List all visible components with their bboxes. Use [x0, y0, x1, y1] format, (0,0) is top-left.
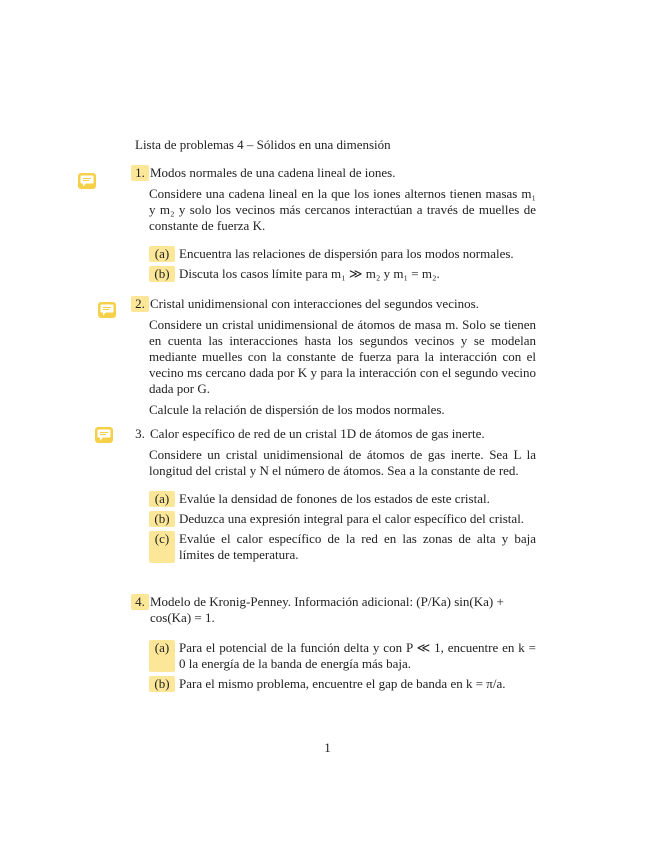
part-label: (a)	[149, 246, 175, 262]
problem-1	[131, 165, 536, 282]
part-label: (c)	[149, 531, 175, 563]
problem-number: 3.	[135, 426, 145, 441]
comment-note-icon[interactable]	[98, 302, 116, 318]
problem-2	[131, 296, 536, 418]
part-text: Evalúe el calor específico de la red en las zonas de alta y baja límites de temperatura.	[179, 531, 536, 562]
part-text: Encuentra las relaciones de dispersión para los modos normales.	[179, 246, 514, 261]
problem-title: Modos normales de una cadena lineal de iones.	[150, 165, 396, 180]
problem-body-2: Calcule la relación de dispersión de los modos normales.	[149, 402, 445, 417]
problem-part	[149, 676, 536, 692]
problem-part	[149, 640, 536, 672]
problem-body: Considere un cristal unidimensional de átomos de gas inerte. Sea L la longitud del cristal y N el número de átomos. Sea a la constante de red.	[149, 447, 536, 478]
problem-body: Considere una cadena lineal en la que los iones alternos tienen masas m₁ y m₂ y solo los vecinos más cercanos interactúan a través de muelles de constante de fuerza K.	[149, 186, 536, 233]
part-label: (b)	[149, 676, 175, 692]
problem-part	[149, 491, 536, 507]
part-label: (a)	[149, 640, 175, 672]
problem-4	[131, 594, 536, 692]
part-text: Discuta los casos límite para m₁ ≫ m₂ y m₁ = m₂.	[179, 266, 440, 281]
problem-title: Cristal unidimensional con interacciones del segundos vecinos.	[150, 296, 479, 311]
part-text: Evalúe la densidad de fonones de los estados de este cristal.	[179, 491, 490, 506]
problem-part	[149, 511, 536, 527]
problem-part	[149, 266, 536, 282]
part-label: (b)	[149, 511, 175, 527]
part-text: Deduzca una expresión integral para el calor específico del cristal.	[179, 511, 525, 526]
page-number: 1	[324, 740, 331, 755]
problem-3	[131, 426, 536, 563]
comment-note-icon[interactable]	[95, 427, 113, 443]
problem-part	[149, 531, 536, 563]
part-label: (b)	[149, 266, 175, 282]
problem-part	[149, 246, 536, 262]
comment-note-icon[interactable]	[78, 173, 96, 189]
problem-title: Modelo de Kronig-Penney. Información adicional: (P/Ka) sin(Ka) + cos(Ka) = 1.	[150, 594, 504, 625]
problem-number: 2.	[131, 296, 149, 312]
page-title: Lista de problemas 4 – Sólidos en una dimensión	[135, 137, 391, 152]
problem-number: 4.	[131, 594, 149, 610]
part-label: (a)	[149, 491, 175, 507]
problem-number: 1.	[131, 165, 149, 181]
part-text: Para el mismo problema, encuentre el gap de banda en k = π/a.	[179, 676, 506, 691]
part-text: Para el potencial de la función delta y con P ≪ 1, encuentre en k = 0 la energía de la banda de energía más baja.	[179, 640, 536, 671]
problem-body: Considere un cristal unidimensional de átomos de masa m. Solo se tienen en cuenta las interacciones hasta los segundos vecinos y se modelan mediante muelles con la constante de fuerza para la interacción con el vecino ms cercano dada por K y para la interacción con el segundo vecino dada por G.	[149, 317, 536, 396]
problem-title: Calor específico de red de un cristal 1D de átomos de gas inerte.	[150, 426, 485, 441]
